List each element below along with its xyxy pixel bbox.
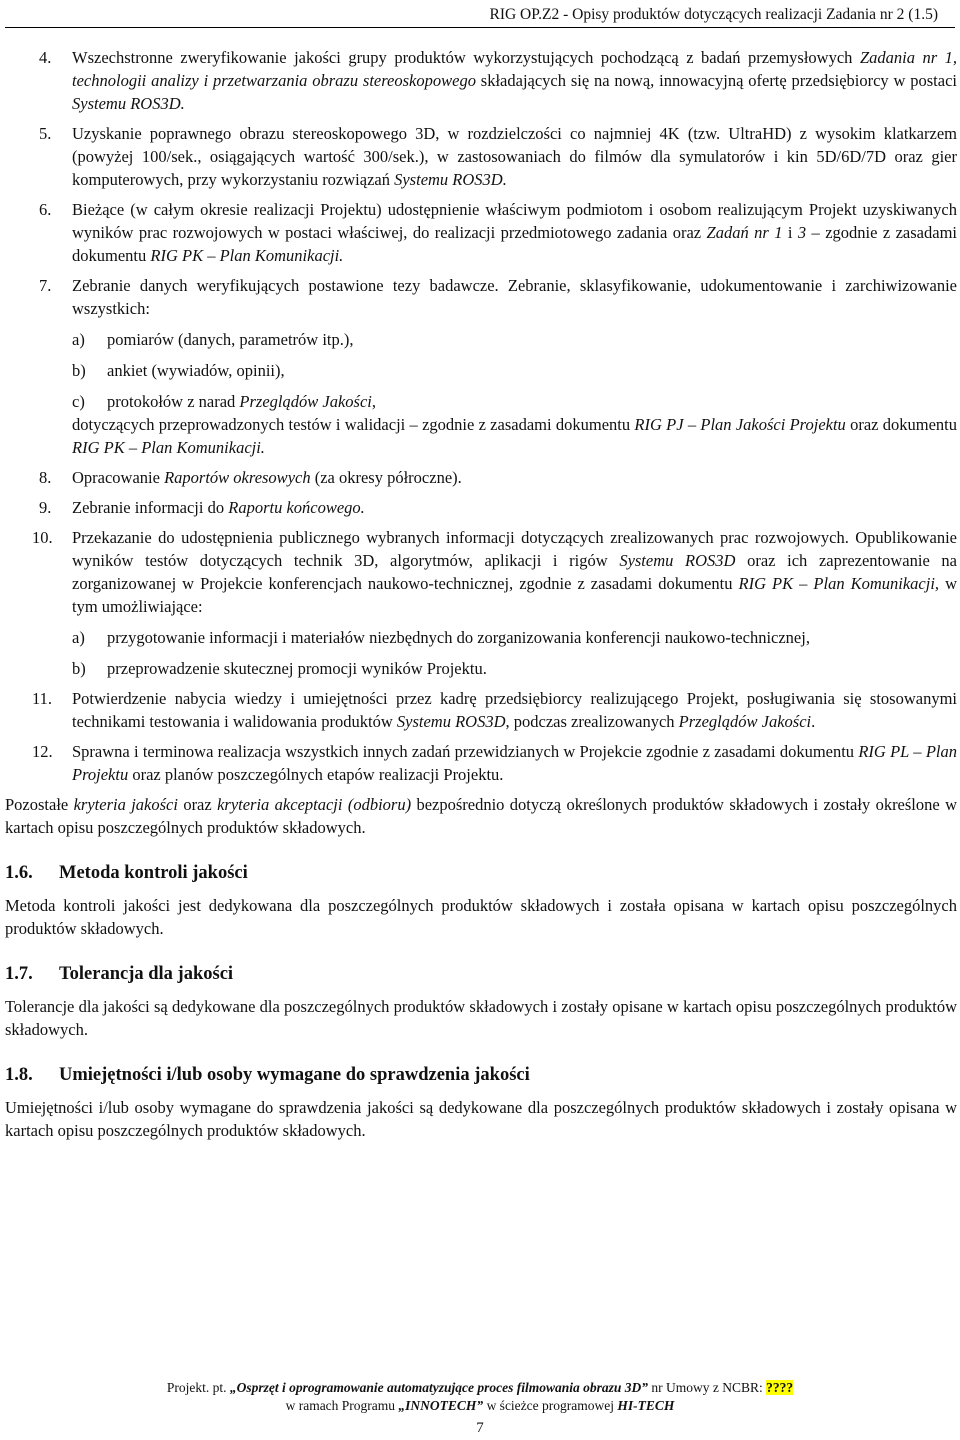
list-item-4 [5,46,957,115]
project-title: „Osprzęt i oprogramowanie automatyzujące proces filmowania obrazu 3D” [229,1380,649,1395]
text-run-italic: kryteria jakości [73,795,178,814]
text-run-italic: kryteria akceptacji (odbioru) [217,795,412,814]
text-run: w tym umożliwiające: [72,574,958,616]
item-intro [72,526,957,618]
text-run: protokołów z narad [107,392,240,411]
closing-paragraph [5,793,957,839]
text-run: Uzyskanie poprawnego obrazu stereoskopowego 3D, w rozdzielczości co najmniej 4K (tzw. UltraHD) z wysokim klatkarzem (powyżej 100/sek., osiągających wartość 300/sek.), w zastosowaniach do filmów dla symulatorów i kin 5D/6D/7D oraz gier komputerowych, przy wykorzystaniu rozwiązań [72,124,957,189]
item-text [72,496,957,519]
item-text [72,274,957,459]
page-footer [0,1379,960,1415]
program-track: HI-TECH [617,1398,675,1413]
section-heading-1-6 [5,862,957,884]
text-run: nr Umowy z NCBR: [648,1380,767,1395]
item-text [72,740,957,786]
text-run: Wszechstronne zweryfikowanie jakości grupy produktów wykorzystujących pochodzącą z badań przemysłowych [72,48,860,67]
item-number: 7. [39,276,52,295]
text-run-italic: Raportu końcowego. [228,498,365,517]
item-number: 4. [39,48,52,67]
sub-item-text: pomiarów (danych, parametrów itp.), [107,330,354,349]
item-number: 5. [39,124,52,143]
item-number: 9. [39,498,52,517]
item-text [72,198,957,267]
text-run: Przekazanie do udostępnienia publicznego wybranych informacji dotyczących zrealizowanych prac rozwojowych. Opublikowanie wyników testów dotyczących technik 3D, algorytmów, aplikacji i rigów [72,528,957,570]
text-run-italic: Systemu ROS3D. [394,170,507,189]
text-run: dotyczących przeprowadzonych testów i walidacji – zgodnie z zasadami dokumentu [72,415,635,434]
text-run-italic: RIG PK – Plan Komunikacji, [738,574,940,593]
item-text [72,466,957,489]
list-item-9 [5,496,957,519]
text-run: w ramach Programu [285,1398,399,1413]
item-text [72,687,957,733]
item-text [72,122,957,191]
list-item-6 [5,198,957,267]
sub-item-text: ankiet (wywiadów, opinii), [107,361,285,380]
text-run-italic: 3 [797,223,807,242]
text-run-italic: RIG PK – Plan Komunikacji. [72,438,265,457]
item-number: 8. [39,468,52,487]
text-run-italic: Systemu ROS3D [396,712,506,731]
text-run: Potwierdzenie nabycia wiedzy i umiejętności przez kadrę przedsiębiorcy realizującego Projekt, posługiwania się stosowanymi technikami testowania i walidowania produktów [72,689,957,731]
text-run: Pozostałe [5,795,74,814]
list-item-11 [5,687,957,733]
list-item-10 [5,526,957,680]
text-run: oraz dokumentu [845,415,957,434]
text-run: Bieżące (w całym okresie realizacji Projektu) udostępnienie właściwym podmiotom i osobom realizującym Projekt uzyskiwanych wyników prac rozwojowych w postaci właściwej, do realizacji przedmiotowego zadania oraz [72,200,957,242]
section-paragraph: Tolerancje dla jakości są dedykowane dla poszczególnych produktów składowych i zostały opisane w kartach opisu poszczególnych produktów składowych. [5,997,957,1039]
text-run: Zebranie informacji do [72,498,229,517]
text-run-italic: RIG PK – Plan Komunikacji. [150,246,344,265]
text-run-italic: Systemu ROS3D. [72,94,185,113]
item-number: 6. [39,200,52,219]
section-heading-1-7 [5,963,957,985]
text-run: Opracowanie [72,468,165,487]
section-heading-1-8 [5,1064,957,1086]
contract-number-highlight: ???? [766,1380,794,1395]
text-run: bezpośrednio dotyczą określonych produktów składowych i zostały określone w kartach opisu poszczególnych produktów składowych. [5,795,957,837]
text-run: . [811,712,816,731]
sub-item-letter: c) [72,392,85,411]
text-run: (za okresy półroczne). [310,468,462,487]
sub-item-c [72,390,957,413]
item-number: 11. [32,689,53,708]
text-run: Sprawna i terminowa realizacja wszystkich innych zadań przewidzianych w Projekcie zgodnie z zasadami dokumentu [72,742,859,761]
text-run: Projekt. pt. [166,1380,230,1395]
document-body [5,46,957,1146]
list-item-5 [5,122,957,191]
list-item-12 [5,740,957,786]
item-continuation [72,413,957,459]
item-text [72,526,957,680]
text-run-italic: Przeglądów Jakości [678,712,812,731]
section-paragraph: Metoda kontroli jakości jest dedykowana dla poszczególnych produktów składowych i została opisana w kartach opisu poszczególnych produktów składowych. [5,896,957,938]
text-run-italic: RIG PL – Plan Projektu [72,742,957,784]
header-rule [5,27,955,28]
sub-item-letter: a) [72,330,85,349]
sub-item-text: przeprowadzenie skutecznej promocji wyników Projektu. [107,659,487,678]
section-number: 1.7. [5,964,33,984]
section-title: Metoda kontroli jakości [59,863,248,883]
sub-item-letter: b) [72,659,86,678]
text-run: oraz ich zaprezentowanie na zorganizowanej w Projekcie konferencjach naukowo-technicznej, zgodnie z zasadami dokumentu [72,551,958,593]
item-text [72,46,957,115]
item-intro: Zebranie danych weryfikujących postawione tezy badawcze. Zebranie, sklasyfikowanie, udokumentowanie i zarchiwizowanie wszystkich: [72,276,957,318]
text-run: i [782,223,798,242]
text-run-italic: RIG PJ – Plan Jakości Projektu [634,415,846,434]
sub-item-letter: a) [72,628,85,647]
text-run: oraz [177,795,218,814]
text-run: oraz planów poszczególnych etapów realizacji Projektu. [128,765,504,784]
section-title: Tolerancja dla jakości [59,964,234,984]
sub-item-b [72,657,957,680]
text-run: – zgodnie z zasadami dokumentu [72,223,957,265]
sub-item-text [107,390,957,413]
sub-item-a [72,328,957,351]
page-number: 7 [476,1420,484,1436]
text-run-italic: Systemu ROS3D [619,551,736,570]
item-number: 10. [32,528,53,547]
sub-item-b [72,359,957,382]
list-item-8 [5,466,957,489]
section-paragraph: Umiejętności i/lub osoby wymagane do sprawdzenia jakości są dedykowane dla poszczególnych produktów składowych i zostały opisana w kartach opisu poszczególnych produktów składowych. [5,1098,957,1140]
text-run-italic: Przeglądów Jakości [239,392,372,411]
footer-line-1 [0,1379,960,1397]
text-run: , podczas zrealizowanych [505,712,679,731]
text-run-italic: Raportów okresowych [164,468,311,487]
program-name: „INNOTECH” [398,1398,484,1413]
section-title: Umiejętności i/lub osoby wymagane do sprawdzenia jakości [59,1065,530,1085]
item-number: 12. [32,742,53,761]
text-run-italic: Zadań nr 1 [706,223,783,242]
text-run: , [371,392,376,411]
running-header: RIG OP.Z2 - Opisy produktów dotyczących realizacji Zadania nr 2 (1.5) [489,6,938,23]
sub-item-letter: b) [72,361,86,380]
sub-item-a [72,626,957,649]
text-run-italic: Zadania nr 1, technologii analizy i przetwarzania obrazu stereoskopowego [72,48,957,90]
sub-item-text: przygotowanie informacji i materiałów niezbędnych do zorganizowania konferencji naukowo-technicznej, [107,628,810,647]
section-number: 1.8. [5,1065,33,1085]
text-run: składających się na nową, innowacyjną ofertę przedsiębiorcy w postaci [475,71,957,90]
section-number: 1.6. [5,863,33,883]
text-run: w ścieżce programowej [483,1398,618,1413]
list-item-7 [5,274,957,459]
footer-line-2 [0,1397,960,1415]
